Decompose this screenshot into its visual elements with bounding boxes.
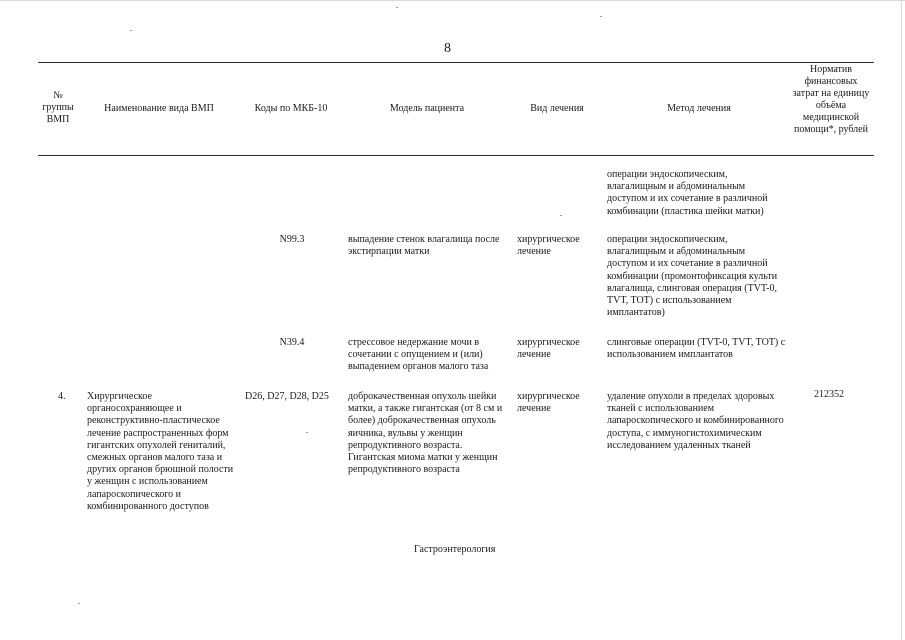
page-right-edge [901, 0, 902, 640]
header-vmp-name: Наименование вида ВМП [104, 103, 214, 114]
header-treatment-method: Метод лечения [667, 103, 731, 114]
row4-icd-codes: D26, D27, D28, D25 [245, 391, 329, 402]
table-top-rule [38, 62, 874, 63]
row2-treatment-method: операции эндоскопическим, влагалищным и абдоминальным доступом и их сочетание в различной комбинации (промонтофиксация культи влагалища, слинговая операция (TVT-0, TVT, TOT) с использованием имплантатов) [607, 234, 778, 319]
row4-treatment-type: хирургическое лечение [517, 391, 580, 415]
section-title-gastroenterology: Гастроэнтерология [414, 544, 496, 555]
row4-group-no: 4. [58, 391, 66, 402]
row4-treatment-method: удаление опухоли в пределах здоровых тканей с использованием лапароскопического и комбинированного доступа, с иммуногистохимическим исследованием удаленных тканей [607, 391, 784, 451]
row2-icd-codes: N99.3 [279, 234, 305, 245]
header-treatment-type: Вид лечения [530, 103, 584, 114]
row2-patient-model: выпадение стенок влагалища после экстирпации матки [348, 234, 500, 258]
header-patient-model: Модель пациента [389, 103, 465, 114]
row3-patient-model: стрессовое недержание мочи в сочетании с опущением и (или) выпадением органов малого таза [348, 337, 489, 373]
row3-icd-codes: N39.4 [279, 337, 305, 348]
row2-treatment-type: хирургическое лечение [517, 234, 580, 258]
row3-treatment-method: слинговые операции (TVT-0, TVT, TOT) с использованием имплантатов [607, 337, 786, 361]
table-header-rule [38, 155, 874, 156]
page-number: 8 [444, 41, 451, 56]
page-top-edge [0, 0, 905, 1]
scan-speck [560, 215, 562, 216]
scan-speck [130, 30, 132, 31]
row4-vmp-name: Хирургическое органосохраняющее и реконструктивно-пластическое лечение распространенных форм гигантских опухолей гениталий, смежных органов малого таза и других органов брюшной полости у женщин с использованием лапароскопического и комбинированного доступов [87, 391, 234, 512]
scan-speck [306, 432, 308, 433]
row3-treatment-type: хирургическое лечение [517, 337, 580, 361]
row4-patient-model: доброкачественная опухоль шейки матки, а также гигантская (от 8 см и более) доброкачественная опухоль яичника, вульвы у женщин репродуктивного возраста. Гигантская миома матки у женщин репродуктивного возраста [348, 391, 503, 476]
header-cost-norm: Норматив финансовых затрат на единицу объёма медицинской помощи*, рублей [792, 64, 870, 135]
row1-treatment-method: операции эндоскопическим, влагалищным и абдоминальным доступом и их сочетание в различной комбинации (пластика шейки матки) [607, 169, 768, 217]
scan-speck [600, 16, 602, 17]
header-group-no: № группы ВМП [42, 90, 74, 125]
scan-speck [396, 7, 398, 8]
row4-cost-norm: 212352 [814, 389, 844, 400]
scan-speck [78, 603, 80, 604]
header-icd-codes: Коды по МКБ-10 [254, 103, 328, 114]
